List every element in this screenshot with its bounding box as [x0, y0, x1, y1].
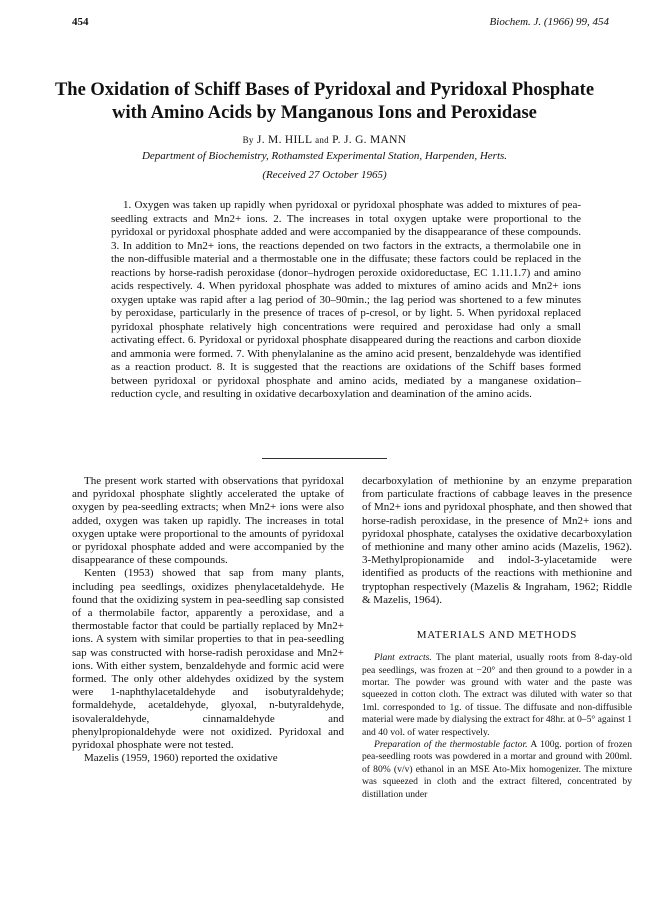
intro-paragraph-3: Mazelis (1959, 1960) reported the oxidative — [84, 752, 278, 765]
abstract: 1. Oxygen was taken up rapidly when pyridoxal or pyridoxal phosphate was added to mixtures of pea-seedling extracts and Mn2+ ions. 2. The increases in total oxygen uptake were proportional to the pyridoxal or pyridoxal phosphate added and were accompanied by the disappearance of these compounds. 3. In addition to Mn2+ ions, the reactions depended on two factors in the extracts, a thermolabile one in the non-diffusible material and a thermostable one in the diffusate; these factors could be replaced in the reactions by horse-radish peroxidase (donor–hydrogen peroxide oxidoreductase, EC 1.11.1.7) and amino acids respectively. 4. When pyridoxal phosphate was added to mixtures of amino acids and Mn2+ ions oxygen uptake was rapid after a lag period of 30–90min.; the lag period was shortened to a few minutes by peroxidase, particularly in the presence of traces of p-cresol, or by light. 5. When pyridoxal replaced pyridoxal phosphate relatively high concentrations were required and peroxidase had only a small activating effect. 6. Pyridoxal or pyridoxal phosphate disappeared during the reactions and carbon dioxide and ammonia were formed. 7. With phenylalanine as the amino acid present, benzaldehyde was identified as a reaction product. 8. It is suggested that the reactions are oxidations of the Schiff bases formed between pyridoxal or pyridoxal phosphate and amino acids, mediated by a manganese oxidation–reduction cycle, and resulting in oxidative decarboxylation and deamination of the amino acids. — [111, 199, 581, 400]
title-line-2: with Amino Acids by Manganous Ions and Peroxidase — [112, 103, 537, 123]
preparation-paragraph — [362, 739, 632, 801]
preparation-text: A 100g. portion of frozen pea-seedling roots was powdered in a mortar and ground with 200ml. of 80% (v/v) ethanol in an MSE Ato-Mix homogenizer. The mixture was squeezed in cloth and the extract filtered, concentrated by distillation under — [362, 739, 632, 800]
intro-paragraph-2: Kenten (1953) showed that sap from many plants, including pea seedlings, oxidizes phenylacetaldehyde. He found that the oxidizing system in pea-seedling sap consisted of a thermolabile factor, apparently a peroxidase, and a thermostable factor that could be partially replaced by Mn2+ ions. A system with similar properties to that in pea-seedling sap was constructed with horse-radish peroxidase and Mn2+ ions. With either system, benzaldehyde and formic acid were formed. The only other aldehydes oxidized by the system were 1-naphthylacetaldehyde and isobutyraldehyde; formaldehyde, acetaldehyde, glyoxal, n-butyraldehyde, isovaleraldehyde, cinnamaldehyde and phenylpropionaldehyde were not oxidized. Pyridoxal and pyridoxal phosphate were not tested. — [72, 567, 344, 752]
divider-rule — [262, 458, 387, 459]
affiliation: Department of Biochemistry, Rothamsted Experimental Station, Harpenden, Herts. — [141, 150, 508, 162]
article-title — [40, 79, 609, 125]
author-line — [0, 134, 649, 146]
left-column — [72, 475, 344, 765]
plant-extracts-paragraph — [362, 652, 632, 739]
title-line-1: The Oxidation of Schiff Bases of Pyridoxal and Pyridoxal Phosphate — [54, 80, 595, 100]
intro-continuation: decarboxylation of methionine by an enzyme preparation from particulate fractions of cabbage leaves in the presence of Mn2+ ions and pyridoxal phosphate, and then showed that horse-radish peroxidase, in the presence of Mn2+ ions and pyridoxal phosphate, catalyses the oxidative decarboxylation of methionine and many other amino acids (Mazelis, 1962). 3-Methylpropionamide and indol-3-ylacetamide were identified as products of the reactions with methionine and tryptophan respectively (Mazelis & Ingraham, 1962; Riddle & Mazelis, 1964). — [362, 475, 632, 606]
received-date: (Received 27 October 1965) — [262, 169, 387, 181]
page-number: 454 — [72, 16, 89, 28]
preparation-label: Preparation of the thermostable factor. — [374, 739, 528, 751]
author-1: J. M. HILL — [256, 134, 312, 146]
section-heading: MATERIALS AND METHODS — [416, 629, 578, 642]
by-word: By — [242, 135, 254, 145]
methods-text — [362, 652, 632, 801]
journal-reference: Biochem. J. (1966) 99, 454 — [489, 16, 609, 28]
and-word: and — [315, 135, 329, 145]
plant-extracts-text: The plant material, usually roots from 8-day-old pea seedlings, was frozen at −20° and then ground to a powder in a mortar. The powder was ground with water and the paste was squeezed in cotton cloth. The extract was diluted with water so that 1ml. corresponded to 1g. of tissue. The diffusate and non-diffusible material were made by dialysing the extract for 48hr. at 0–5° against 1 and 40 vol. of water respectively. — [362, 652, 632, 738]
right-column — [362, 475, 632, 801]
author-2: P. J. G. MANN — [332, 134, 407, 146]
intro-paragraph-1: The present work started with observations that pyridoxal and pyridoxal phosphate slightly accelerated the uptake of oxygen by pea-seedling extracts; when Mn2+ ions were also added, oxygen was taken up rapidly. The increases in total oxygen uptake were proportional to the amounts of pyridoxal or pyridoxal phosphate added and were accompanied by the disappearance of these compounds. — [72, 475, 344, 567]
plant-extracts-label: Plant extracts. — [374, 652, 432, 664]
